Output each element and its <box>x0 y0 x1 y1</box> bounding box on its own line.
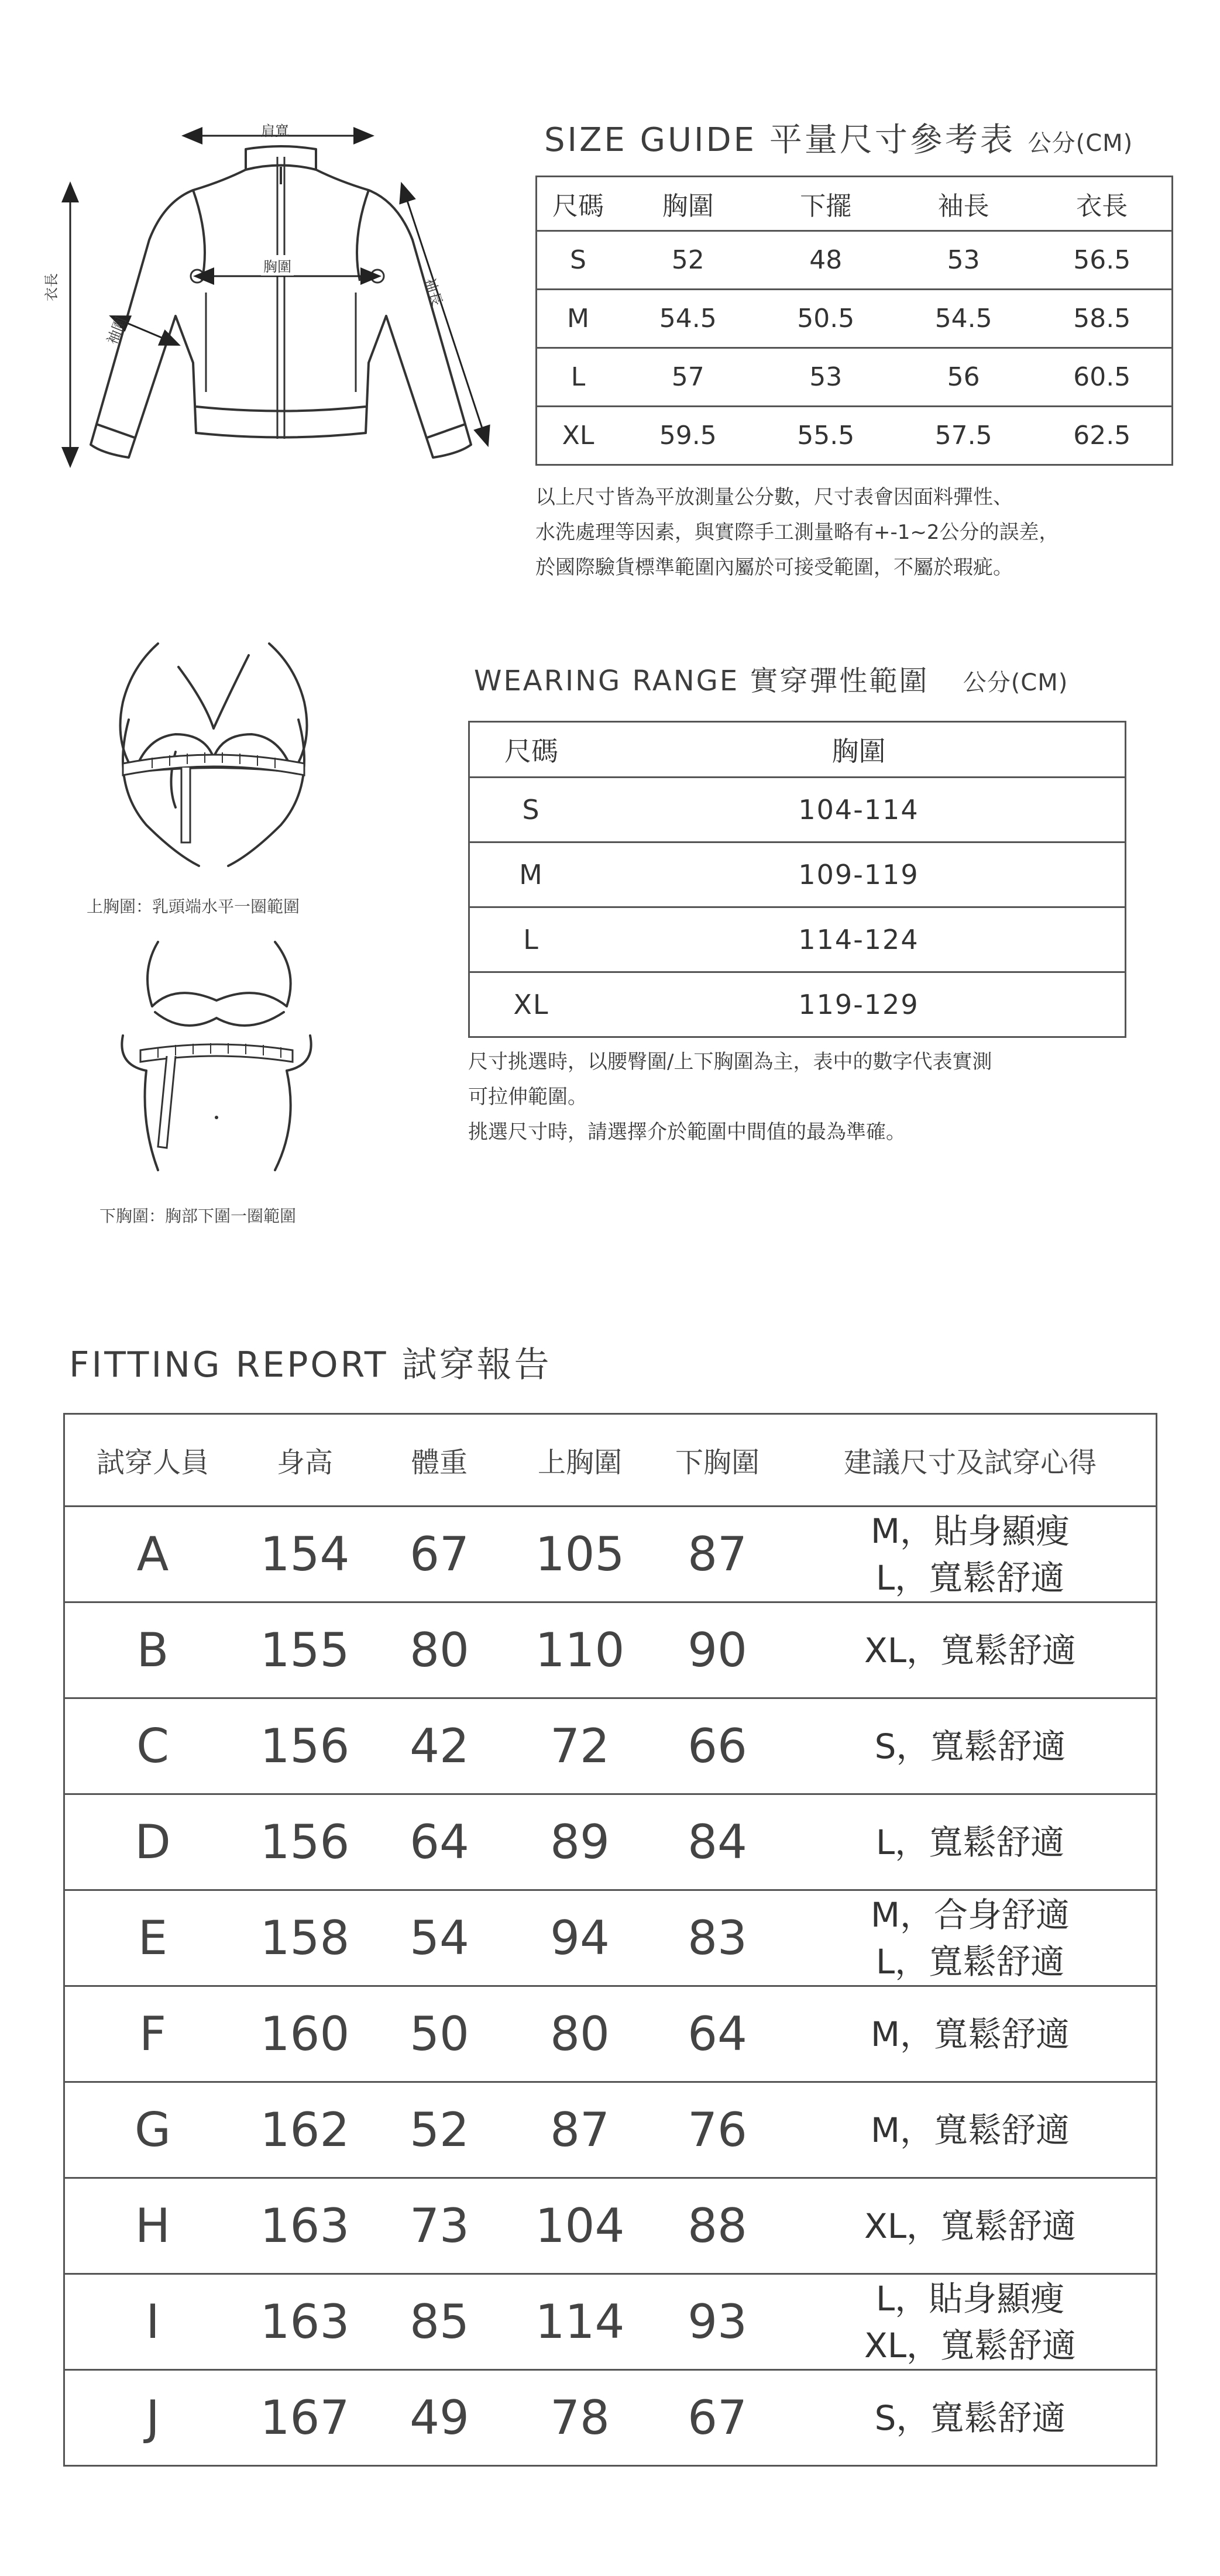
size-guide-heading: SIZE GUIDE 平量尺寸參考表 <box>544 121 1015 159</box>
weight-cell: 49 <box>410 2391 469 2445</box>
tester-id: F <box>64 1986 241 2082</box>
table-row <box>469 907 1126 972</box>
tester-id: H <box>64 2178 241 2274</box>
tester-id: I <box>64 2274 241 2370</box>
recommendation-line: L，寬鬆舒適 <box>875 1557 1065 1598</box>
wear-table-header <box>469 722 1126 778</box>
table-row <box>537 231 1173 290</box>
shoulder-label: 肩寬 <box>261 123 289 139</box>
table-cell: XL <box>562 421 594 450</box>
table-cell: 58.5 <box>1032 290 1172 348</box>
table-cell: 119-129 <box>798 989 919 1020</box>
weight-cell: 80 <box>369 1602 510 1698</box>
table-cell: 53 <box>757 348 894 407</box>
fit-header-cell: 身高 <box>240 1414 369 1507</box>
lower-chest-cell: 88 <box>650 2178 785 2274</box>
height-cell: 158 <box>240 1890 369 1986</box>
wearing-range-table <box>468 721 1126 1038</box>
table-cell: 48 <box>757 231 894 290</box>
fit-table-header <box>64 1414 1157 1507</box>
fit-header-cell: 體重 <box>369 1414 510 1507</box>
upper-chest-cell: 72 <box>510 1698 650 1794</box>
lower-chest-cell: 84 <box>650 1794 785 1890</box>
table-row <box>64 2274 1157 2370</box>
upper-chest-cell: 78 <box>550 2391 610 2445</box>
table-cell: M <box>537 290 620 348</box>
length-label: 衣長 <box>43 273 60 301</box>
size-header-cell: 袖長 <box>895 177 1032 231</box>
recommendation-cell <box>785 2082 1157 2178</box>
recommendation-line: M，貼身顯瘦 <box>870 1511 1070 1551</box>
height-cell: 155 <box>240 1602 369 1698</box>
table-row <box>64 1986 1157 2082</box>
fit-header-cell: 下胸圍 <box>650 1414 785 1507</box>
table-cell: 56 <box>895 348 1032 407</box>
table-cell: 56.5 <box>1032 231 1172 290</box>
weight-cell: 85 <box>369 2274 510 2370</box>
lower-chest-cell: 83 <box>650 1890 785 1986</box>
table-row <box>64 2082 1157 2178</box>
table-cell: 114-124 <box>593 907 1126 972</box>
tester-id: B <box>64 1602 241 1698</box>
table-cell: 54.5 <box>619 290 757 348</box>
weight-cell: 42 <box>369 1698 510 1794</box>
lower-chest-cell: 93 <box>650 2274 785 2370</box>
weight-cell: 54 <box>369 1890 510 1986</box>
table-cell: 60.5 <box>1032 348 1172 407</box>
lower-chest-cell: 90 <box>650 1602 785 1698</box>
table-cell: 54.5 <box>895 290 1032 348</box>
tester-id: D <box>64 1794 241 1890</box>
recommendation-line: L，寬鬆舒適 <box>875 1941 1065 1982</box>
wear-header-cell: 胸圍 <box>593 722 1126 778</box>
fitting-report-table <box>63 1413 1157 2467</box>
wearing-range-unit: 公分(CM) <box>963 669 1068 696</box>
lower-chest-caption: 下胸圍：胸部下圍一圈範圍 <box>99 1206 297 1226</box>
wear-header-cell: 尺碼 <box>469 722 593 778</box>
chest-label: 胸圍 <box>261 255 294 276</box>
lower-chest-diagram <box>99 936 334 1182</box>
fit-header-cell: 上胸圍 <box>510 1414 650 1507</box>
upper-chest-cell: 80 <box>510 1986 650 2082</box>
upper-chest-cell: 87 <box>510 2082 650 2178</box>
height-cell: 163 <box>240 2274 369 2370</box>
recommendation-cell <box>785 2370 1157 2466</box>
recommendation-line: XL，寬鬆舒適 <box>864 2325 1077 2365</box>
lower-chest-cell: 64 <box>650 1986 785 2082</box>
sleeve-length-label: 袖長 <box>421 276 446 308</box>
wearing-range-notes <box>468 1044 992 1150</box>
table-cell: M <box>469 842 593 907</box>
table-cell: 55.5 <box>797 421 855 450</box>
recommendation-line: XL，寬鬆舒適 <box>864 1630 1077 1670</box>
size-guide-title <box>544 114 1133 161</box>
weight-cell: 50 <box>369 1986 510 2082</box>
table-row <box>64 1507 1157 1602</box>
size-guide-notes <box>535 480 1059 585</box>
recommendation-line: M，寬鬆舒適 <box>870 2014 1070 2054</box>
table-cell: S <box>537 231 620 290</box>
wearing-range-title <box>474 658 1068 699</box>
table-cell: 59.5 <box>659 421 717 450</box>
size-table-header <box>537 177 1173 231</box>
tester-id: C <box>64 1698 241 1794</box>
upper-chest-cell: 110 <box>510 1602 650 1698</box>
tester-id: G <box>64 2082 241 2178</box>
table-row <box>64 1602 1157 1698</box>
table-cell: 50.5 <box>757 290 894 348</box>
table-row <box>469 778 1126 842</box>
tester-id: E <box>64 1890 241 1986</box>
recommendation-line: L，寬鬆舒適 <box>875 1822 1065 1862</box>
height-cell: 163 <box>240 2178 369 2274</box>
height-cell: 154 <box>240 1507 369 1602</box>
table-cell: XL <box>513 989 549 1020</box>
upper-chest-cell: 94 <box>510 1890 650 1986</box>
note-line: 於國際驗貨標準範圍內屬於可接受範圍，不屬於瑕疵。 <box>535 556 1013 579</box>
table-row <box>537 348 1173 407</box>
fitting-report-title: FITTING REPORT 試穿報告 <box>69 1344 552 1385</box>
height-cell: 156 <box>240 1698 369 1794</box>
table-row <box>537 290 1173 348</box>
table-row <box>64 1890 1157 1986</box>
recommendation-cell <box>785 1890 1157 1986</box>
size-header-cell: 胸圍 <box>619 177 757 231</box>
recommendation-line: L，貼身顯瘦 <box>875 2278 1065 2319</box>
note-line: 以上尺寸皆為平放測量公分數，尺寸表會因面料彈性、 <box>535 486 1013 509</box>
height-cell: 167 <box>260 2391 350 2445</box>
height-cell: 160 <box>240 1986 369 2082</box>
fit-header-cell: 試穿人員 <box>64 1414 241 1507</box>
wearing-range-heading: WEARING RANGE 實穿彈性範圍 <box>474 665 929 697</box>
size-header-cell: 衣長 <box>1032 177 1172 231</box>
recommendation-cell <box>785 1602 1157 1698</box>
table-row <box>64 1698 1157 1794</box>
weight-cell: 64 <box>369 1794 510 1890</box>
upper-chest-cell: 104 <box>510 2178 650 2274</box>
note-line: 尺寸挑選時，以腰臀圍/上下胸圍為主，表中的數字代表實測 <box>468 1050 992 1074</box>
note-line: 可拉伸範圍。 <box>468 1085 587 1109</box>
table-cell: L <box>469 907 593 972</box>
table-row <box>537 407 1173 465</box>
table-row <box>64 1794 1157 1890</box>
table-cell: 104-114 <box>593 778 1126 842</box>
size-guide-unit: 公分(CM) <box>1027 130 1133 157</box>
recommendation-cell <box>785 1986 1157 2082</box>
weight-cell: 67 <box>369 1507 510 1602</box>
recommendation-cell <box>785 1507 1157 1602</box>
lower-chest-cell: 67 <box>688 2391 747 2445</box>
table-row <box>469 972 1126 1037</box>
sleeve-width-label: 袖圍 <box>104 314 130 347</box>
table-cell: 62.5 <box>1073 421 1131 450</box>
table-cell: S <box>469 778 593 842</box>
tester-id: J <box>146 2391 160 2445</box>
table-row <box>64 2370 1157 2466</box>
jacket-diagram <box>0 88 527 497</box>
fit-header-cell: 建議尺寸及試穿心得 <box>785 1414 1157 1507</box>
upper-chest-diagram <box>88 632 339 878</box>
upper-chest-cell: 114 <box>510 2274 650 2370</box>
note-line: 挑選尺寸時，請選擇介於範圍中間值的最為準確。 <box>468 1120 906 1144</box>
recommendation-line: S，寬鬆舒適 <box>874 1726 1066 1766</box>
upper-chest-caption: 上胸圍：乳頭端水平一圈範圍 <box>87 897 300 916</box>
lower-chest-cell: 76 <box>650 2082 785 2178</box>
table-row <box>64 2178 1157 2274</box>
recommendation-line: M，合身舒適 <box>870 1894 1070 1935</box>
weight-cell: 73 <box>369 2178 510 2274</box>
recommendation-cell <box>785 2178 1157 2274</box>
note-line: 水洗處理等因素，與實際手工測量略有+-1~2公分的誤差， <box>535 521 1059 544</box>
table-cell: L <box>537 348 620 407</box>
recommendation-cell <box>785 1794 1157 1890</box>
table-cell: 57 <box>619 348 757 407</box>
table-cell: 53 <box>895 231 1032 290</box>
size-header-cell: 下擺 <box>757 177 894 231</box>
height-cell: 156 <box>240 1794 369 1890</box>
table-cell: 52 <box>619 231 757 290</box>
recommendation-cell <box>785 1698 1157 1794</box>
recommendation-line: XL，寬鬆舒適 <box>864 2206 1077 2246</box>
tester-id: A <box>64 1507 241 1602</box>
upper-chest-cell: 89 <box>510 1794 650 1890</box>
upper-chest-cell: 105 <box>510 1507 650 1602</box>
height-cell: 162 <box>240 2082 369 2178</box>
recommendation-cell <box>785 2274 1157 2370</box>
weight-cell: 52 <box>369 2082 510 2178</box>
table-cell: 109-119 <box>593 842 1126 907</box>
lower-chest-cell: 87 <box>650 1507 785 1602</box>
table-row <box>469 842 1126 907</box>
size-guide-table <box>535 176 1173 466</box>
recommendation-line: S，寬鬆舒適 <box>874 2398 1066 2438</box>
size-header-cell: 尺碼 <box>537 177 620 231</box>
lower-chest-cell: 66 <box>650 1698 785 1794</box>
recommendation-line: M，寬鬆舒適 <box>870 2110 1070 2150</box>
table-cell: 57.5 <box>934 421 992 450</box>
